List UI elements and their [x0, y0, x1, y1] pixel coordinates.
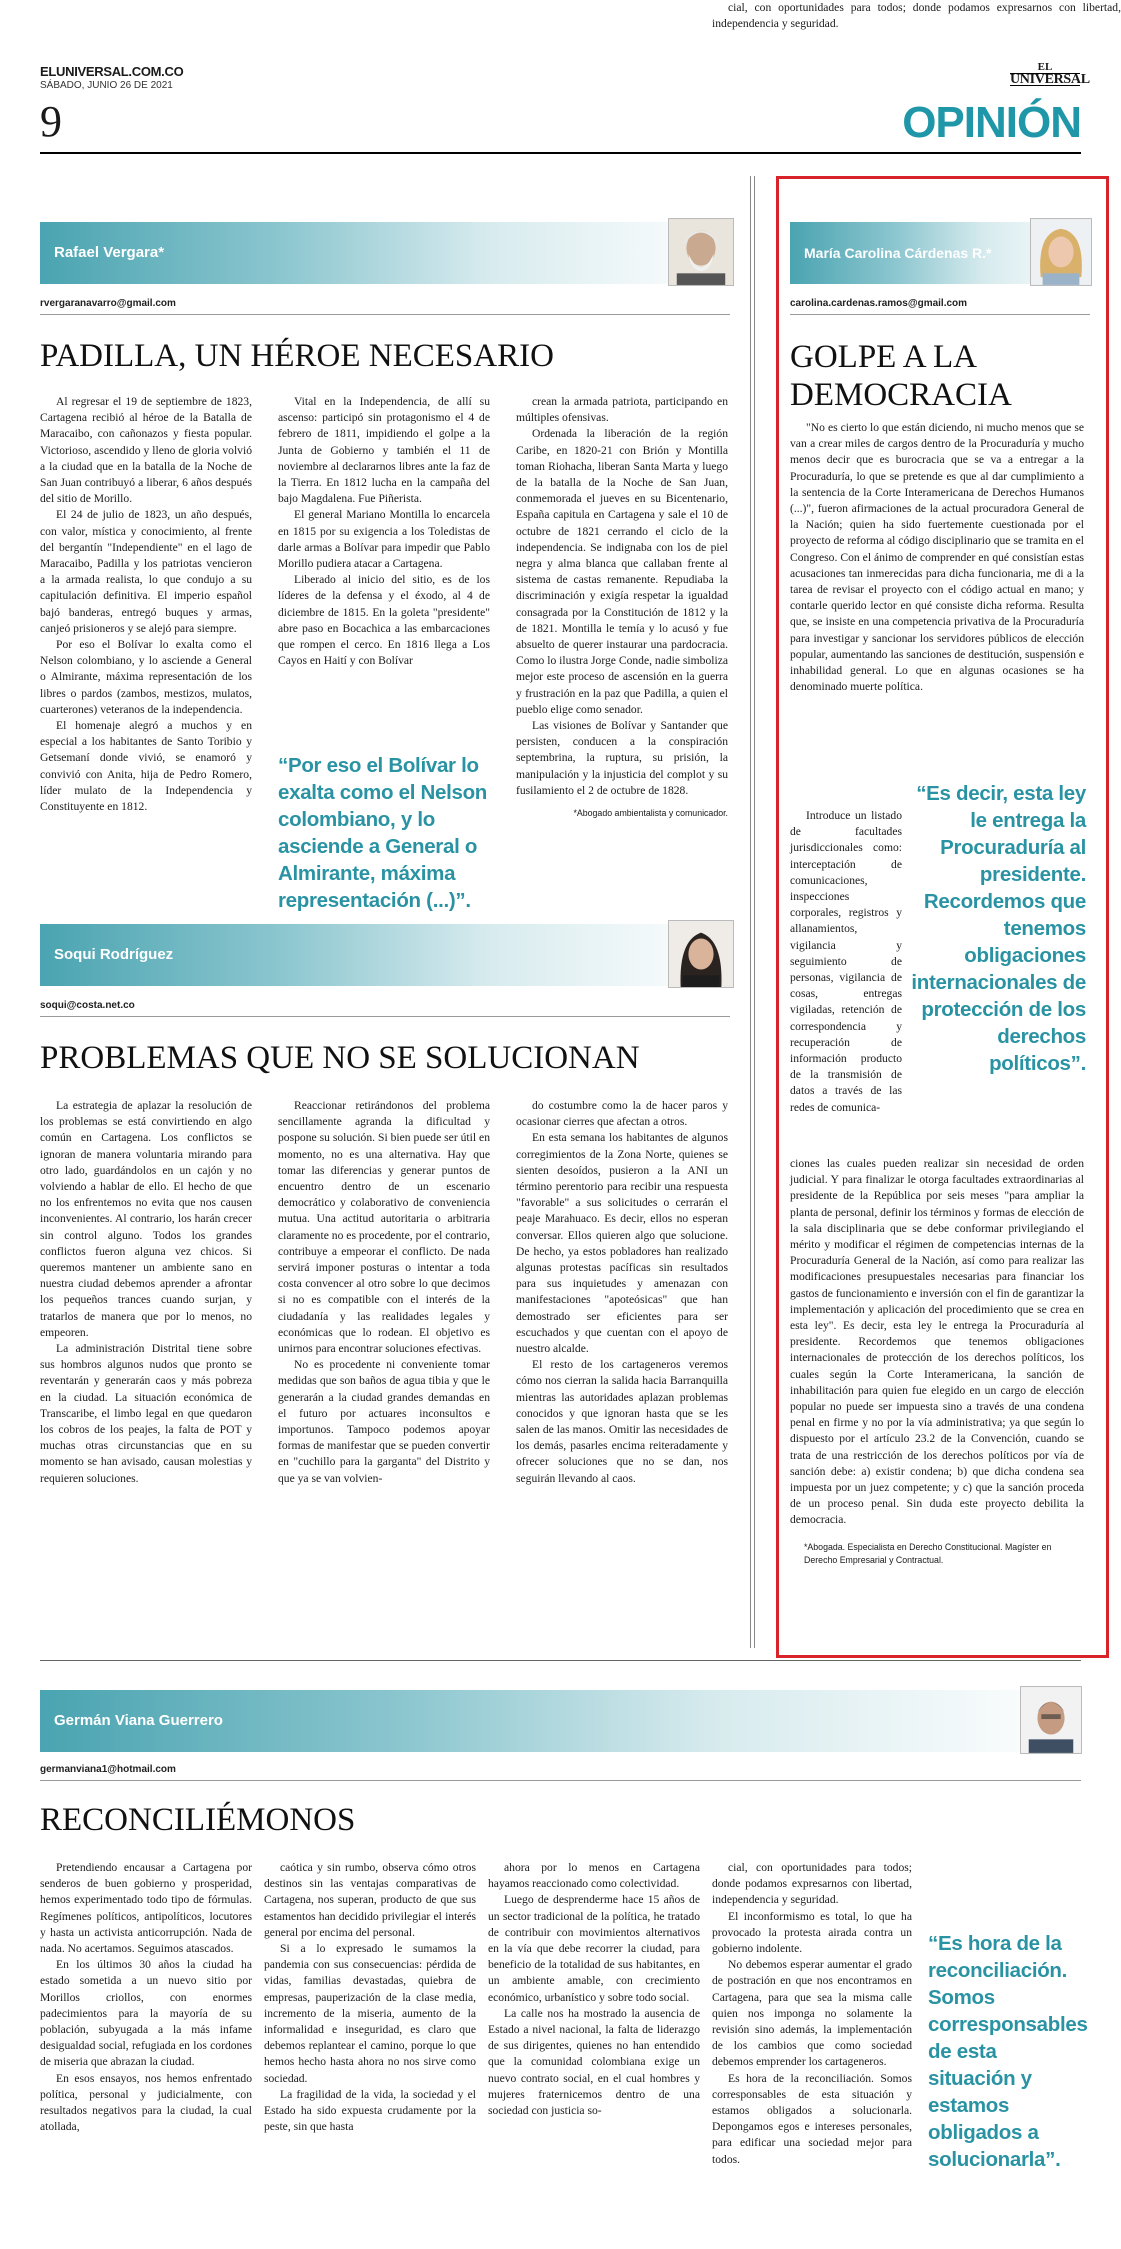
paragraph: Ordenada la liberación de la región Caribe, en 1820-21 con Brión y Montilla toman Riohacha, liberan Santa Marta y luego de la batalla de la Noche de San Juan, conmemorada el jueves en su Bicentenario, España capitula en Cartagena y sale el 10 de octubre de 1821 cerrando el ciclo de la independencia. Se indignaba con los de piel negra y alma blanca que callaban frente al sistema de castas remanente. Repudiaba la discriminación y exigía respetar la igualdad consagrada por la Constitución de 1812 y la de 1821. Montilla le temía y lo acusó y fue absuelto de querer instaurar una pardocracia. Como lo ilustra Jorge Conde, nadie simboliza mejor este proceso de ascensión en la guerra y frustración en la paz que Padilla, a quien el pueblo elige como senador. [516, 427, 728, 716]
column-divider [754, 176, 755, 1648]
article-column-vergara-2 [278, 394, 490, 669]
author-name: Rafael Vergara* [54, 244, 165, 261]
paragraph: No es procedente ni conveniente tomar medidas que son baños de agua tibia y que le generarán a la ciudad grandes demandas en el futuro por actuares inconsultos e importunos. Tampoco podemos apoyar formas de manifestar que se pueden convertir en "cuchillo para la garganta" del Distrito y que ya se van volvien- [278, 1358, 490, 1485]
paragraph: Liberado al inicio del sitio, es de los líderes de la defensa y el éxodo, al 4 de diciembre de 1815. En la goleta "presidente" abre paso en Bocachica a las embarcaciones que rompen el cerco. En 1816 llega a Los Cayos en Haití y con Bolívar [278, 573, 490, 668]
author-bar-rodriguez [40, 924, 730, 986]
author-photo-viana [1020, 1686, 1082, 1754]
paragraph: En esos ensayos, nos hemos enfrentado política, personal y judicialmente, con resultados negativos para la ciudad, la cual atollada, [40, 2071, 252, 2134]
paragraph: Las visiones de Bolívar y Santander que persisten, conducen a la conspiración septembrina, la ruptura, su prisión, la manipulación y la injusticia del complot y su fusilamiento el 2 de octubre de 1828. [516, 719, 728, 797]
paragraph: crean la armada patriota, participando en múltiples ofensivas. [516, 395, 728, 425]
article-column-viana-4b [712, 1860, 912, 2168]
article-column-rodriguez-3 [516, 1098, 728, 1487]
email-divider [40, 314, 730, 315]
page-number: 9 [40, 97, 62, 146]
paragraph: En los últimos 30 años la ciudad ha estado sometida a un nuevo sitio por Morillos criollos, con enormes padecimientos para la mayoría de su población, subyugada a la más infame desigualdad social, refugiada en los cordones de miseria que abrazan la ciudad. [40, 1958, 252, 2069]
logo-bottom-text: UNIVERSAL [1010, 72, 1090, 87]
pull-quote-cardenas: “Es decir, esta ley le entrega la Procuraduría al presidente. Recordemos que tenemos obligaciones internacionales de protección de los derechos políticos”. [911, 782, 1086, 1075]
paragraph: No debemos esperar aumentar el grado de postración en que nos encontramos en Cartagena, para que sea la misma calle quien nos imponga no solamente la revisión sino además, la implementación de los cambios que como sociedad debemos emprender los cartageneros. [712, 1958, 912, 2069]
highlight-box [776, 176, 1109, 1658]
article-column-viana-2 [264, 1860, 476, 2135]
author-email-rodriguez[interactable]: soqui@costa.net.co [40, 1000, 135, 1011]
article-column-viana-4 [712, 0, 1121, 32]
article-column-vergara-3 [516, 394, 728, 820]
newspaper-logo [1010, 61, 1090, 87]
article-headline-rodriguez: PROBLEMAS QUE NO SE SOLUCIONAN [40, 1040, 640, 1076]
paragraph: caótica y sin rumbo, observa cómo otros destinos sin las ventajas comparativas de Cartagena, nos superan, producto de que sus estamentos han decidido privilegiar el interés general por encima del personal. [264, 1861, 476, 1939]
paragraph: Vital en la Independencia, de allí su ascenso: participó sin protagonismo el 4 de febrero de 1811, impidiendo el golpe a la Junta de Gobierno y también el 11 de noviembre al declararnos libres ante la faz de la Tierra. En 1812 lucha en la campaña del bajo Magdalena. Fue Piñerista. [278, 395, 490, 506]
section-divider [40, 1660, 1081, 1661]
logo-top-text: EL [1037, 61, 1053, 73]
author-email-cardenas[interactable]: carolina.cardenas.ramos@gmail.com [790, 298, 968, 309]
author-bar-viana [40, 1690, 1081, 1752]
article-headline-viana: RECONCILIÉMONOS [40, 1802, 356, 1838]
pull-quote-vergara: “Por eso el Bolívar lo exalta como el Nelson colombiano, y lo asciende a General o Almirante, máxima representación (...)”. [278, 754, 488, 912]
paragraph: En esta semana los habitantes de algunos corregimientos de la Zona Norte, quienes se sienten desoídos, pusieron a la ANI un término perentorio para recibir una respuesta "favorable" a sus solicitudes o cerrarán el peaje Marahuaco. Es decir, ellos no esperan conversar. Ellos quieren algo que solucione. De hecho, ya estos pobladores han realizado algunas protestas pacíficas sin resultados para sus inquietudes y amenazan con manifestaciones "apoteósicas" que han demostrado ser eficientes para ser escuchados y que cuentan con el apoyo de nuestro alcalde. [516, 1131, 728, 1356]
paragraph: El resto de los cartageneros veremos cómo nos cierran la salida hacia Barranquilla mientras las autoridades aplazan problemas conocidos y que ignoran hasta que se les salen de las manos. Omitir las necesidades de los demás, pasarles encima reiteradamente y ofrecer soluciones que no se dan, nos seguirán llevando al caos. [516, 1358, 728, 1485]
paragraph: Pretendiendo encausar a Cartagena por senderos de buen gobierno y prosperidad, hemos experimentado todo tipo de fórmulas. Regímenes políticos, antipolíticos, locutores y hasta un activista anticorrupción. Nada de nada. No acertamos. Seguimos atascados. [40, 1861, 252, 1956]
paragraph: El homenaje alegró a muchos y en especial a los habitantes de Santo Toribio y Getsemaní donde vivió, se enamoró y convivió con Anita, hija de Pedro Romero, líder mulato de la Independencia y Constituyente en 1812. [40, 719, 252, 814]
paragraph: Si a lo expresado le sumamos la pandemia con sus consecuencias: pérdida de vidas, familias devastadas, quiebra de empresas, pauperización de la clase media, incremento de la miseria, aumento de la informalidad e inseguridad, es claro que debemos replantear el camino, porque lo que hemos hecho hasta ahora no nos sirve como sociedad. [264, 1942, 476, 2085]
paragraph: ahora por lo menos en Cartagena hayamos reaccionado como colectividad. [488, 1861, 700, 1891]
paragraph: El inconformismo es total, lo que ha provocado la protesta airada contra un gobierno indolente. [712, 1909, 912, 1956]
article-column-rodriguez-1 [40, 1098, 252, 1487]
author-name: Germán Viana Guerrero [54, 1712, 223, 1729]
paragraph: cial, con oportunidades para todos; donde podamos expresarnos con libertad, independencia y seguridad. [712, 1, 1121, 31]
section-title: OPINIÓN [902, 98, 1081, 147]
paragraph: Es hora de la reconciliación. Somos corresponsables de esta situación y estamos obligados a solucionarla. Depongamos egos e intereses personales, para edificar una sociedad mejor para todos. [712, 2071, 912, 2166]
article-column-cardenas-narrow: Introduce un listado de facultades jurisdiccionales como: interceptación de comunicaciones, inspecciones corporales, registros y allanamientos, vigilancia y seguimiento de personas, vigilancia de cosas, entregas vigiladas, retención de correspondencia y recuperación de información producto de la transmisión de datos a través de las redes de comunica- [790, 809, 902, 1114]
column-divider [750, 176, 751, 1648]
paragraph: do costumbre como la de hacer paros y ocasionar cierres que afectan a otros. [516, 1099, 728, 1129]
paragraph: La calle nos ha mostrado la ausencia de Estado a nivel nacional, la falta de liderazgo de sus dirigentes, quienes no han entendido que la comunidad colombiana exige un nuevo contrato social, en el cual hombres y mujeres fraternicemos dentro de una sociedad con justicia so- [488, 2006, 700, 2118]
article-column-viana-1 [40, 1860, 252, 2135]
author-email-viana[interactable]: germanviana1@hotmail.com [40, 1764, 176, 1775]
author-note: *Abogado ambientalista y comunicador. [573, 808, 728, 819]
paragraph: La fragilidad de la vida, la sociedad y el Estado ha sido expuesta crudamente por la peste, sin que hasta [264, 2087, 476, 2134]
email-divider [40, 1780, 1081, 1781]
pull-quote-viana: “Es hora de la reconciliación. Somos corresponsables de esta situación y estamos obligados a solucionarla”. [928, 1932, 1088, 2171]
site-url: ELUNIVERSAL.COM.CO [40, 64, 184, 79]
paragraph: "No es cierto lo que están diciendo, ni mucho menos que se van a crear miles de cargos dentro de la Procuraduría y mucho menos decir que es burocracia que se va a entregar a la Procuraduría, lo que se pretende es que al dar cumplimiento a la sentencia de la Corte Interamericana de Derechos Humanos (...)", fueron afirmaciones de la actual procuradora General de la Nación; quien ha sido fuertemente cuestionada por el proyecto de reforma al código disciplinario que se tramita en el Congreso. Con el ánimo de comprender en qué consistían estas acusaciones tan inmerecidas para dicha funcionaria, me di a la tarea de revisar el proyecto con el código actual en mano; y contarle querido lector en qué consiste dicha reforma. Resulta que, se insiste en una competencia privativa de la Procuraduría para investigar y sancionar los servidores públicos de elección popular, aumentando las sanciones de destitución, suspensión e inhabilidad general. Lo que en algunas ocasiones se ha denominado muerte política. [790, 421, 1084, 694]
paragraph: cial, con oportunidades para todos; donde podamos expresarnos con libertad, independencia y seguridad. [712, 1861, 912, 1907]
paragraph: La estrategia de aplazar la resolución de los problemas se está convirtiendo en algo común en Cartagena. Los conflictos se ignoran de manera voluntaria mirando para otro lado, guardándolos en un cajón y no volviendo a hablar de ello. El hecho de que no los enfrentemos no evita que nos causen inconvenientes. Al contrario, los harán crecer sin control alguno. Todos los grandes conflictos fueron alguna vez chicos. Si queremos mantener un ambiente sano en nuestra ciudad debemos aprender a afrontar los pequeños trances cuando surjan, y tratarlos de manera que por lo menos, no empeoren. [40, 1099, 252, 1339]
issue-date: SÁBADO, JUNIO 26 DE 2021 [40, 80, 173, 91]
article-column-vergara-1 [40, 394, 252, 815]
email-divider [40, 1016, 730, 1017]
paragraph: ciones las cuales pueden realizar sin necesidad de orden judicial. Y para finalizar le otorga facultades extraordinarias al presidente de la República por seis meses "para ampliar la planta de personal, definir los términos y formas de elección de la sala disciplinaria que se debe conformar privilegiando el mérito y modificar el régimen de competencias internas de la Procuraduría General de la Nación, así como para realizar las modificaciones presupuestales necesarias para financiar los gastos de funcionamiento e inversión con el fin de garantizar la implementación y aplicación del procedimiento que se crea en esta ley". Es decir, esta ley le entrega la Procuraduría al presidente. Recordemos que tenemos obligaciones internacionales de protección de los derechos políticos, los cuales según la Corte Interamericana, la sanción de inhabilitación para quien fue elegido en un cargo de elección popular no puede ser impuesta sino a través de una condena penal en firme y no por la vía administrativa; ya que según lo dispuesto por el artículo 23.2 de la Convención, cuando se trata de una restricción de los derechos políticos por vía de sanción debe: a) existir condena; b) que dicha condena sea impuesta por un juez competente; y c) que la sanción proceda de un proceso penal. Sin duda este proyecto debilita la democracia. [790, 1157, 1084, 1527]
paragraph: El 24 de julio de 1823, un año después, con valor, mística y conocimiento, al frente del bergantín "Independiente" en el lago de Maracaibo, Padilla y los patriotas vencieron a la armada realista, lo que condujo a su capitulación definitiva. El imperio español bajó banderas, entregó buques y armas, canjeó prisioneros y se alejó para siempre. [40, 508, 252, 635]
paragraph: Luego de desprenderme hace 15 años de un sector tradicional de la política, he tratado de contribuir con movimientos alternativos en la vía que debe recorrer la ciudad, para beneficio de la totalidad de sus habitantes, en un ambiente amable, con crecimiento económico, urbanístico y sobre todo social. [488, 1893, 700, 2004]
paragraph: Reaccionar retirándonos del problema sencillamente agranda la dificultad y pospone su solución. Si bien puede ser útil en momento, no es una alternativa. Hay que tomar las diferencias y generar puntos de encuentro dentro de un escenario democrático y colaborativo de conveniencia mutua. Una actitud autoritaria o arbitraria claramente no es procedente, por el contrario, contribuye a empeorar el conflicto. De nada servirá imponer posturas o intentar a toda costa convencer al otro sobre lo que decimos si no es compatible con el interés de la ciudadanía y las realidades legales y económicas que lo rodean. El objetivo es unirnos para encontrar soluciones efectivas. [278, 1099, 490, 1356]
author-note: *Abogada. Especialista en Derecho Constitucional. Magíster en Derecho Empresarial y Contractual. [804, 1541, 1052, 1565]
paragraph: Por eso el Bolívar lo exalta como el Nelson colombiano, y lo asciende a General o Almirante, máxima representación de los libres o pardos (zambos, mestizos, mulatos, cuarterones) veteranos de la independencia. [40, 638, 252, 716]
paragraph: El general Mariano Montilla lo encarcela en 1815 por su exigencia a los Toledistas de darle armas a Bolívar para impedir que Pablo Morillo pudiera atacar a Cartagena. [278, 508, 490, 571]
author-photo-vergara [668, 218, 734, 286]
author-name: María Carolina Cárdenas R.* [804, 245, 992, 261]
article-headline-vergara: PADILLA, UN HÉROE NECESARIO [40, 338, 554, 374]
article-headline-cardenas: GOLPE A LA DEMOCRACIA [790, 339, 1012, 413]
article-column-viana-3 [488, 1860, 700, 2119]
author-email-vergara[interactable]: rvergaranavarro@gmail.com [40, 298, 176, 309]
paragraph: Al regresar el 19 de septiembre de 1823, Cartagena recibió al héroe de la Batalla de Maracaibo, con cañonazos y fiesta popular. Victorioso, ascendido y lleno de gloria volvió a la ciudad que en la batalla de la Noche de San Juan contribuyó a liberar, 6 años después del sitio de Morillo. [40, 395, 252, 506]
author-name: Soqui Rodríguez [54, 946, 174, 963]
author-bar-vergara [40, 222, 730, 284]
article-column-rodriguez-2 [278, 1098, 490, 1487]
paragraph: La administración Distrital tiene sobre sus hombros algunos nudos que pronto se reventarán y generarán caos y más pobreza en la ciudad. La situación económica de Transcaribe, el limbo legal en que quedaron los cobros de los peajes, la falta de POT y muchas otras circunstancias que en su momento se han avisado, causan molestias y requieren soluciones. [40, 1342, 252, 1485]
author-photo-rodriguez [668, 920, 734, 988]
header-rule [40, 152, 1081, 154]
